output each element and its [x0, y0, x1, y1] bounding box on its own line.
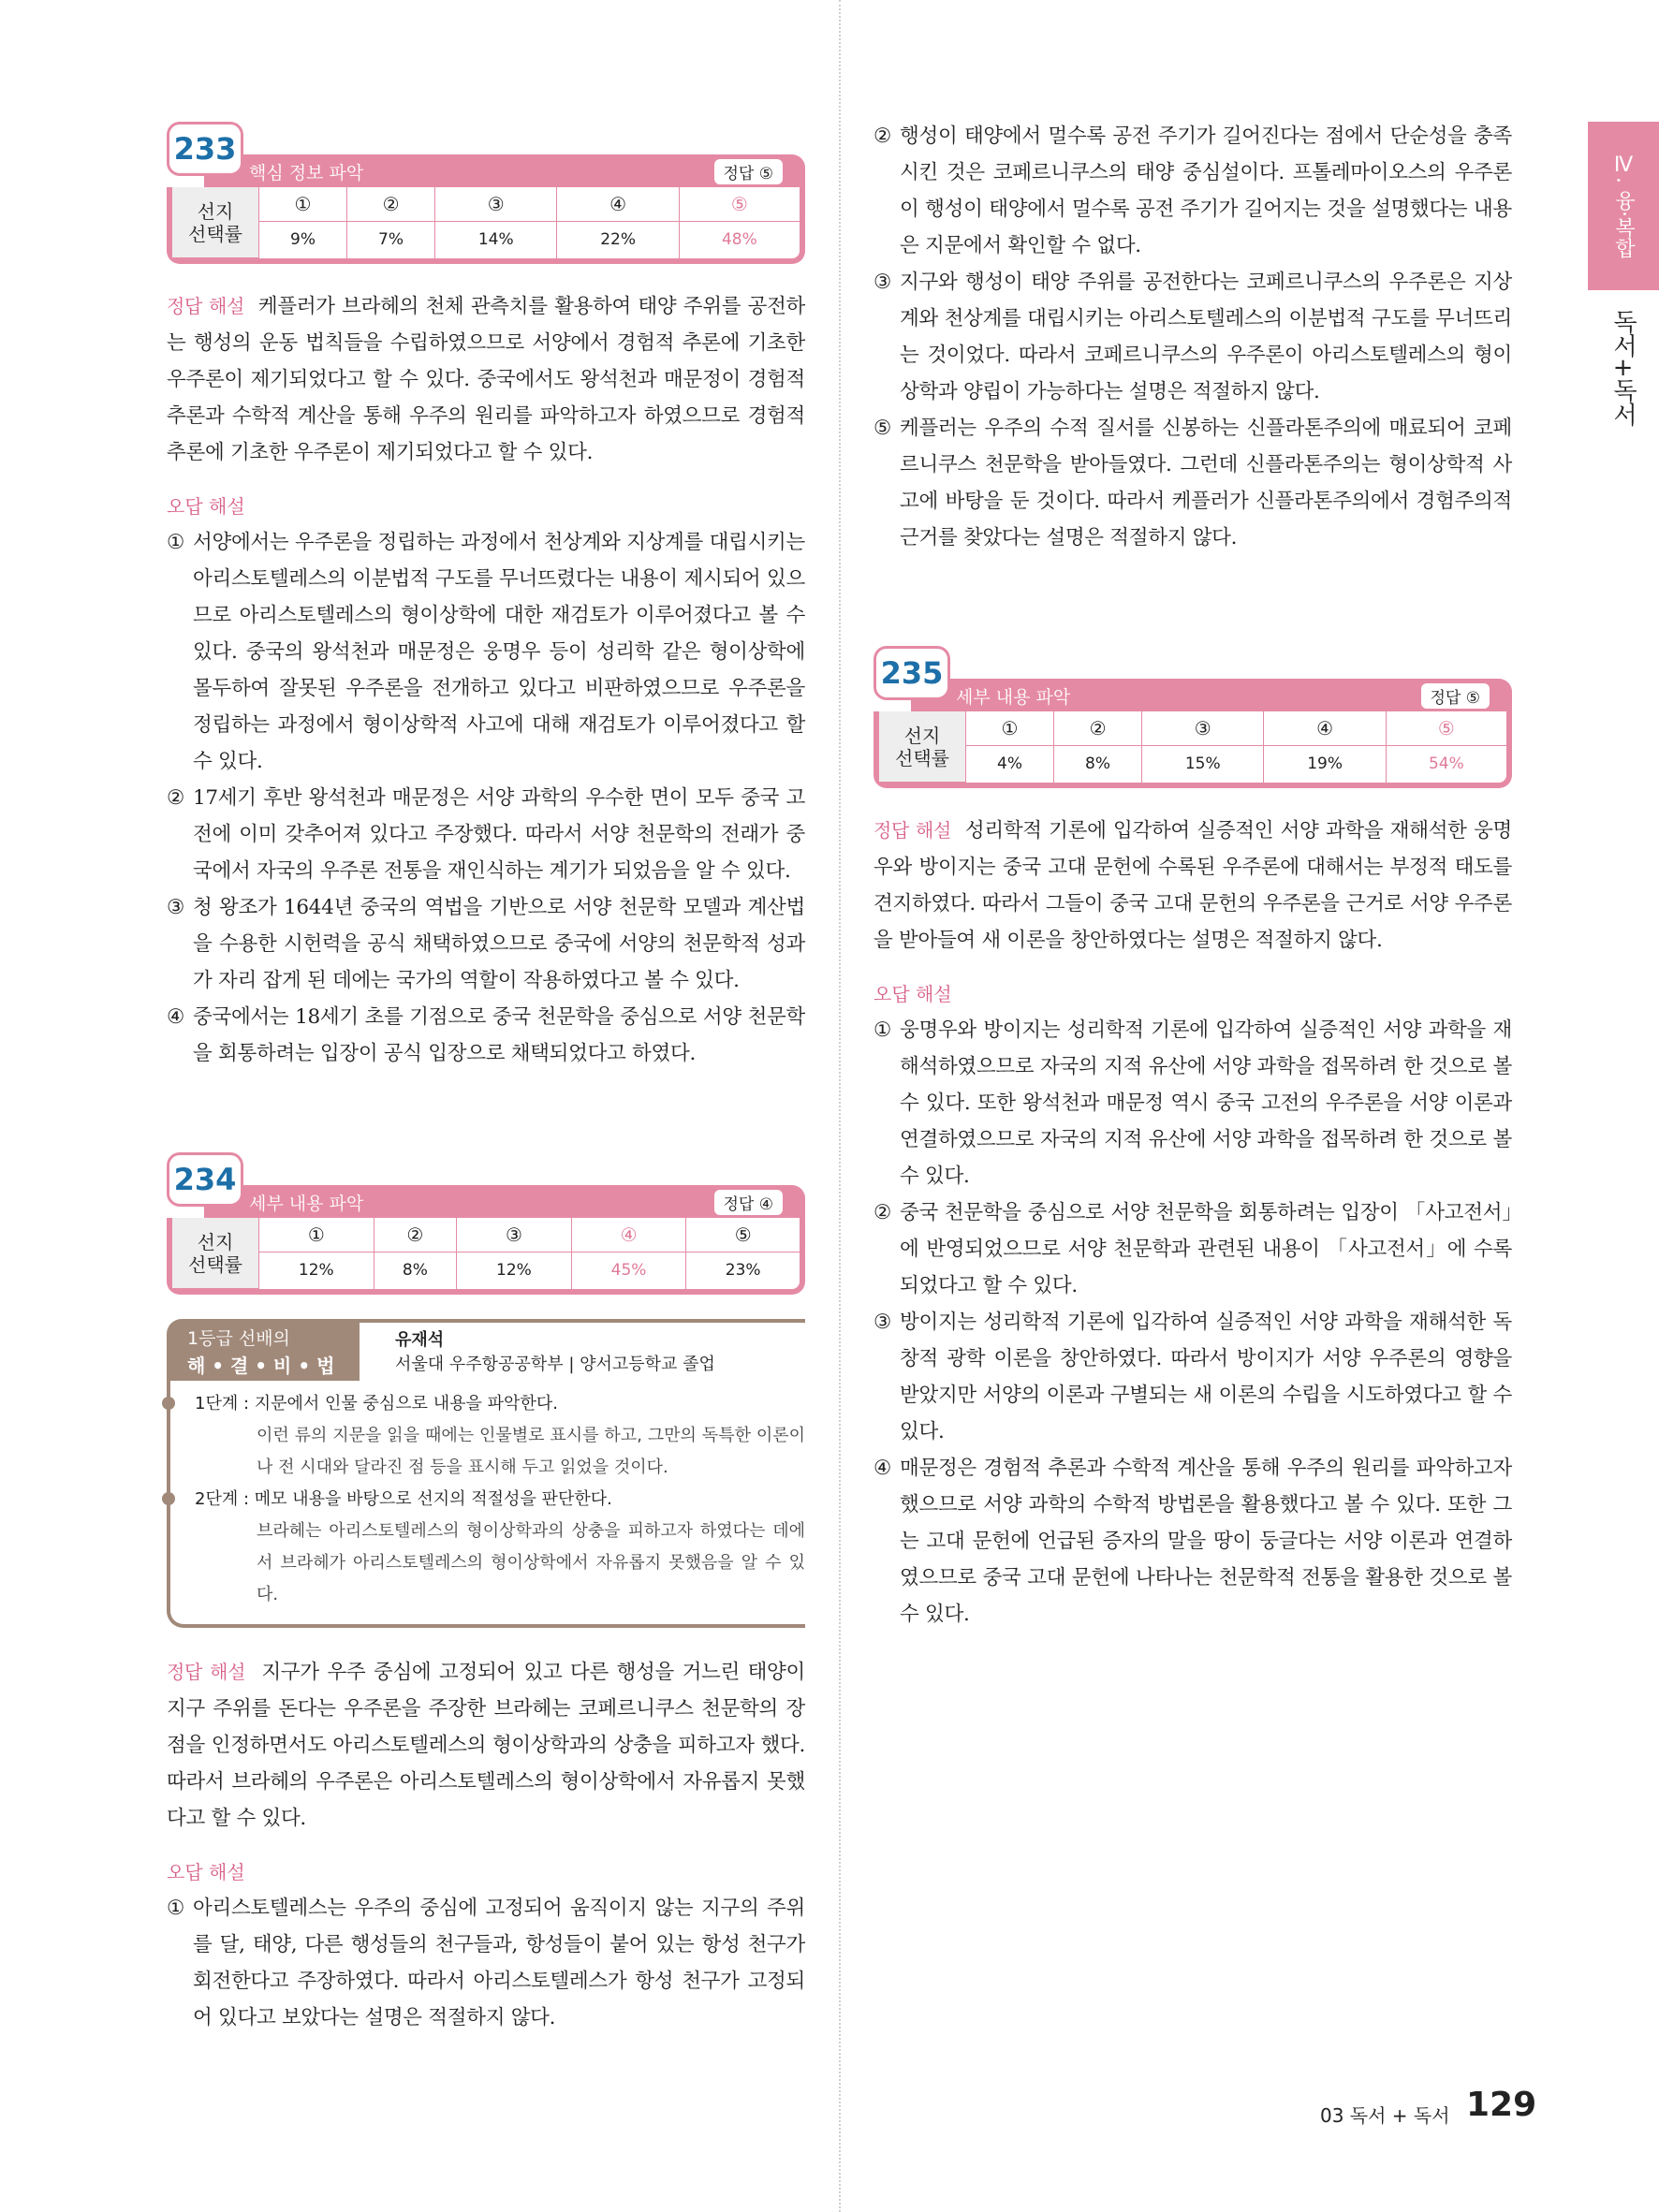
choice-cell: ⑤ — [686, 1218, 800, 1252]
bullet-icon — [162, 1492, 175, 1505]
choice-label: 선지 — [197, 1230, 234, 1253]
correct-label: 정답 해설 — [167, 1661, 246, 1683]
selection-rate-table — [167, 1218, 805, 1295]
correct-explanation — [874, 813, 1512, 959]
wrong-label: 오답 해설 — [874, 983, 952, 1005]
choice-cell: ② — [374, 1218, 456, 1252]
rate-cell: 23% — [686, 1252, 800, 1289]
wrong-item: ③ 지구와 행성이 태양 주위를 공전한다는 코페르니쿠스의 우주론은 지상계와 천상계를 대립시키는 아리스토텔레스의 이분법적 구도를 무너뜨리는 것이었다. 따라서 코페르니쿠스의 우주론이 아리스토텔레스의 형이상학과 양립이 가능하다는 설명은 적절하지 않다. — [874, 271, 1512, 403]
correct-text: 성리학적 기론에 입각하여 실증적인 서양 과학을 재해석한 웅명우와 방이지는 중국 고대 문헌에 수록된 우주론에 대해서는 부정적 태도를 견지하였다. 따라서 그들이 중국 고대 문헌의 우주론을 근거로 서양 우주론을 받아들여 새 이론을 창안하였다는 설명은 적절하지 않다. — [874, 819, 1513, 952]
rate-cell: 12% — [457, 1252, 572, 1289]
rate-cell: 19% — [1264, 746, 1386, 783]
answer-badge: 정답 ⑤ — [1421, 683, 1490, 709]
choice-cell: ④ — [1264, 711, 1386, 746]
wrong-item: ⑤ 케플러는 우주의 수적 질서를 신봉하는 신플라톤주의에 매료되어 코페르니쿠스 천문학을 받아들였다. 그런데 신플라톤주의는 형이상학적 사고에 바탕을 둔 것이다. 따라서 케플러가 신플라톤주의에서 경험주의적 근거를 찾았다는 설명은 적절하지 않다. — [874, 417, 1512, 549]
question-235-header — [874, 646, 1512, 784]
choice-cell: ④ — [557, 187, 679, 222]
wrong-item: ① 서양에서는 우주론을 정립하는 과정에서 천상계와 지상계를 대립시키는 아리스토텔레스의 이분법적 구도를 무너뜨렸다는 내용이 제시되어 있으므로 아리스토텔레스의 형이상학에 대한 재검토가 이루어졌다고 볼 수 있다. 중국의 왕석천과 매문정은 웅명우 등이 성리학 같은 형이상학에 몰두하여 잘못된 우주론을 전개하고 있다고 비판하였으므로 우주론을 정립하는 과정에서 형이상학적 사고에 대해 재검토가 이루어졌다고 할 수 있다. — [167, 531, 805, 773]
rate-label: 선택률 — [188, 1252, 242, 1276]
subject-label: 독서+독서 — [1608, 309, 1637, 427]
senior-tip-box — [167, 1319, 805, 1628]
tip-step-1-desc: 이런 류의 지문을 읽을 때에는 인물별로 표시를 하고, 그만의 독특한 이론이나 전 시대와 달라진 점 등을 표시해 두고 읽었을 것이다. — [257, 1426, 805, 1477]
rate-cell-correct: 54% — [1386, 746, 1506, 783]
rate-cell: 22% — [557, 222, 679, 258]
rate-label: 선택률 — [188, 222, 242, 245]
question-bar — [204, 1185, 805, 1219]
wrong-item: ③ 방이지는 성리학적 기론에 입각하여 실증적인 서양 과학을 재해석한 독창적 광학 이론을 창안하였다. 따라서 방이지가 서양 우주론의 영향을 받았지만 서양의 이론과 구별되는 새 이론의 수립을 시도하였다고 할 수 있다. — [874, 1311, 1512, 1443]
page-number: 129 — [1466, 2086, 1537, 2124]
rate-label: 선택률 — [895, 746, 949, 769]
choice-cell: ② — [347, 187, 435, 222]
column-divider — [839, 0, 841, 2212]
tip-step-1: 1단계 : 지문에서 인물 중심으로 내용을 파악한다. — [195, 1388, 805, 1420]
rate-cell: 15% — [1142, 746, 1264, 783]
choice-cell: ① — [259, 187, 347, 222]
choice-cell: ③ — [1142, 711, 1264, 746]
question-number: 235 — [874, 646, 950, 700]
rate-cell: 4% — [966, 746, 1054, 783]
correct-label: 정답 해설 — [874, 819, 952, 842]
wrong-item: ② 행성이 태양에서 멀수록 공전 주기가 길어진다는 점에서 단순성을 충족시킨 것은 코페르니쿠스의 태양 중심설이다. 프톨레마이오스의 우주론이 행성이 태양에서 멀수록 공전 주기가 길어지는 것을 설명했다는 내용은 지문에서 확인할 수 없다. — [874, 125, 1512, 257]
selection-rate-table — [167, 187, 805, 264]
tip-author-name: 유재석 — [395, 1330, 445, 1350]
question-bar — [204, 154, 805, 188]
choice-cell: ③ — [457, 1218, 572, 1252]
question-233-header — [167, 122, 805, 260]
wrong-label: 오답 해설 — [167, 1861, 245, 1883]
choice-label: 선지 — [903, 724, 941, 747]
rate-cell-correct: 45% — [571, 1252, 686, 1289]
question-number: 233 — [167, 122, 243, 176]
choice-cell: ① — [259, 1218, 374, 1252]
rate-cell: 9% — [259, 222, 347, 258]
correct-explanation — [167, 288, 805, 471]
tip-rule — [360, 1319, 805, 1323]
answer-badge: 정답 ⑤ — [714, 159, 784, 184]
wrong-item: ④ 중국에서는 18세기 초를 기점으로 중국 천문학을 중심으로 서양 천문학을 회통하려는 입장이 공식 입장으로 채택되었다고 하였다. — [167, 1005, 805, 1065]
rate-cell: 7% — [347, 222, 435, 258]
wrong-item: ② 중국 천문학을 중심으로 서양 천문학을 회통하려는 입장이 「사고전서」에 반영되었으므로 서양 천문학과 관련된 내용이 「사고전서」에 수록되었다고 할 수 있다. — [874, 1201, 1512, 1297]
choice-cell: ② — [1054, 711, 1142, 746]
choice-cell: ③ — [435, 187, 557, 222]
chapter-footer: 03 독서 + 독서 — [1320, 2104, 1450, 2127]
rate-cell: 8% — [1054, 746, 1142, 783]
correct-explanation — [167, 1654, 805, 1837]
tip-label: 1등급 선배의 해 • 결 • 비 • 법 — [167, 1319, 360, 1381]
wrong-item: ③ 청 왕조가 1644년 중국의 역법을 기반으로 서양 천문학 모델과 계산법을 수용한 시헌력을 공식 채택하였으므로 중국에 서양의 천문학적 성과가 자리 잡게 된 데에는 국가의 역할이 작용하였다고 볼 수 있다. — [167, 896, 805, 992]
correct-label: 정답 해설 — [167, 295, 245, 317]
bullet-icon — [162, 1397, 175, 1410]
wrong-item: ① 웅명우와 방이지는 성리학적 기론에 입각하여 실증적인 서양 과학을 재해석하였으므로 자국의 지적 유산에 서양 과학을 접목하려 한 것으로 볼 수 있다. 또한 왕석천과 매문정 역시 중국 고전의 우주론을 서양 이론과 연결하였으므로 자국의 지적 유산에 서양 과학을 접목하려 한 것으로 볼 수 있다. — [874, 1018, 1512, 1188]
left-column — [167, 122, 805, 2036]
wrong-item: ① 아리스토텔레스는 우주의 중심에 고정되어 움직이지 않는 지구의 주위를 달, 태양, 다른 행성들의 천구들과, 항성들이 붙어 있는 항성 천구가 회전한다고 주장하였다. 따라서 아리스토텔레스가 항성 천구가 고정되어 있다고 보았다는 설명은 적절하지 않다. — [167, 1897, 805, 2029]
section-tab: Ⅳ. 융·복합 — [1588, 122, 1659, 290]
rate-cell: 12% — [259, 1252, 374, 1289]
question-type: 세부 내용 파악 — [956, 687, 1071, 708]
question-type: 핵심 정보 파악 — [249, 163, 364, 183]
rate-cell: 14% — [435, 222, 557, 258]
selection-rate-table — [874, 711, 1512, 788]
wrong-item: ② 17세기 후반 왕석천과 매문정은 서양 과학의 우수한 면이 모두 중국 고전에 이미 갖추어져 있다고 주장했다. 따라서 서양 천문학의 전래가 중국에서 자국의 우주론 전통을 재인식하는 계기가 되었음을 알 수 있다. — [167, 786, 805, 883]
correct-text: 케플러가 브라헤의 천체 관측치를 활용하여 태양 주위를 공전하는 행성의 운동 법칙들을 수립하였으므로 서양에서 경험적 추론에 기초한 우주론이 제기되었다고 할 수 있다. 중국에서도 왕석천과 매문정이 경험적 추론과 수학적 계산을 통해 우주의 원리를 파악하고자 하였으므로 경험적 추론에 기초한 우주론이 제기되었다고 할 수 있다. — [167, 295, 806, 464]
choice-label: 선지 — [197, 199, 234, 223]
question-type: 세부 내용 파악 — [249, 1194, 364, 1214]
choice-cell-correct: ④ — [571, 1218, 686, 1252]
tip-author-affiliation: 서울대 우주항공공학부 | 양서고등학교 졸업 — [395, 1355, 715, 1374]
question-number: 234 — [167, 1152, 243, 1207]
rate-cell: 8% — [374, 1252, 456, 1289]
right-column — [874, 118, 1512, 1633]
question-bar — [911, 679, 1512, 712]
question-234-header — [167, 1152, 805, 1291]
rate-cell-correct: 48% — [679, 222, 800, 258]
answer-badge: 정답 ④ — [714, 1190, 784, 1215]
choice-cell-correct: ⑤ — [1386, 711, 1506, 746]
tip-step-2: 2단계 : 메모 내용을 바탕으로 선지의 적절성을 판단한다. — [195, 1484, 805, 1516]
correct-text: 지구가 우주 중심에 고정되어 있고 다른 행성을 거느린 태양이 지구 주위를 돈다는 우주론을 주장한 브라헤는 코페르니쿠스 천문학의 장점을 인정하면서도 아리스토텔레스의 형이상학과의 상충을 피하고자 했다. 따라서 브라헤의 우주론은 아리스토텔레스의 형이상학에서 자유롭지 못했다고 할 수 있다. — [167, 1661, 805, 1830]
choice-cell-correct: ⑤ — [679, 187, 800, 222]
wrong-item: ④ 매문정은 경험적 추론과 수학적 계산을 통해 우주의 원리를 파악하고자 했으므로 서양 과학의 수학적 방법론을 활용했다고 볼 수 있다. 또한 그는 고대 문헌에 언급된 증자의 말을 땅이 둥글다는 서양 이론과 연결하였으므로 중국 고대 문헌에 나타나는 천문학적 전통을 활용한 것으로 볼 수 있다. — [874, 1457, 1512, 1626]
choice-cell: ① — [966, 711, 1054, 746]
tip-step-2-desc: 브라헤는 아리스토텔레스의 형이상학과의 상충을 피하고자 하였다는 데에서 브라헤가 아리스토텔레스의 형이상학에서 자유롭지 못했음을 알 수 있다. — [257, 1521, 805, 1604]
wrong-label: 오답 해설 — [167, 495, 245, 518]
